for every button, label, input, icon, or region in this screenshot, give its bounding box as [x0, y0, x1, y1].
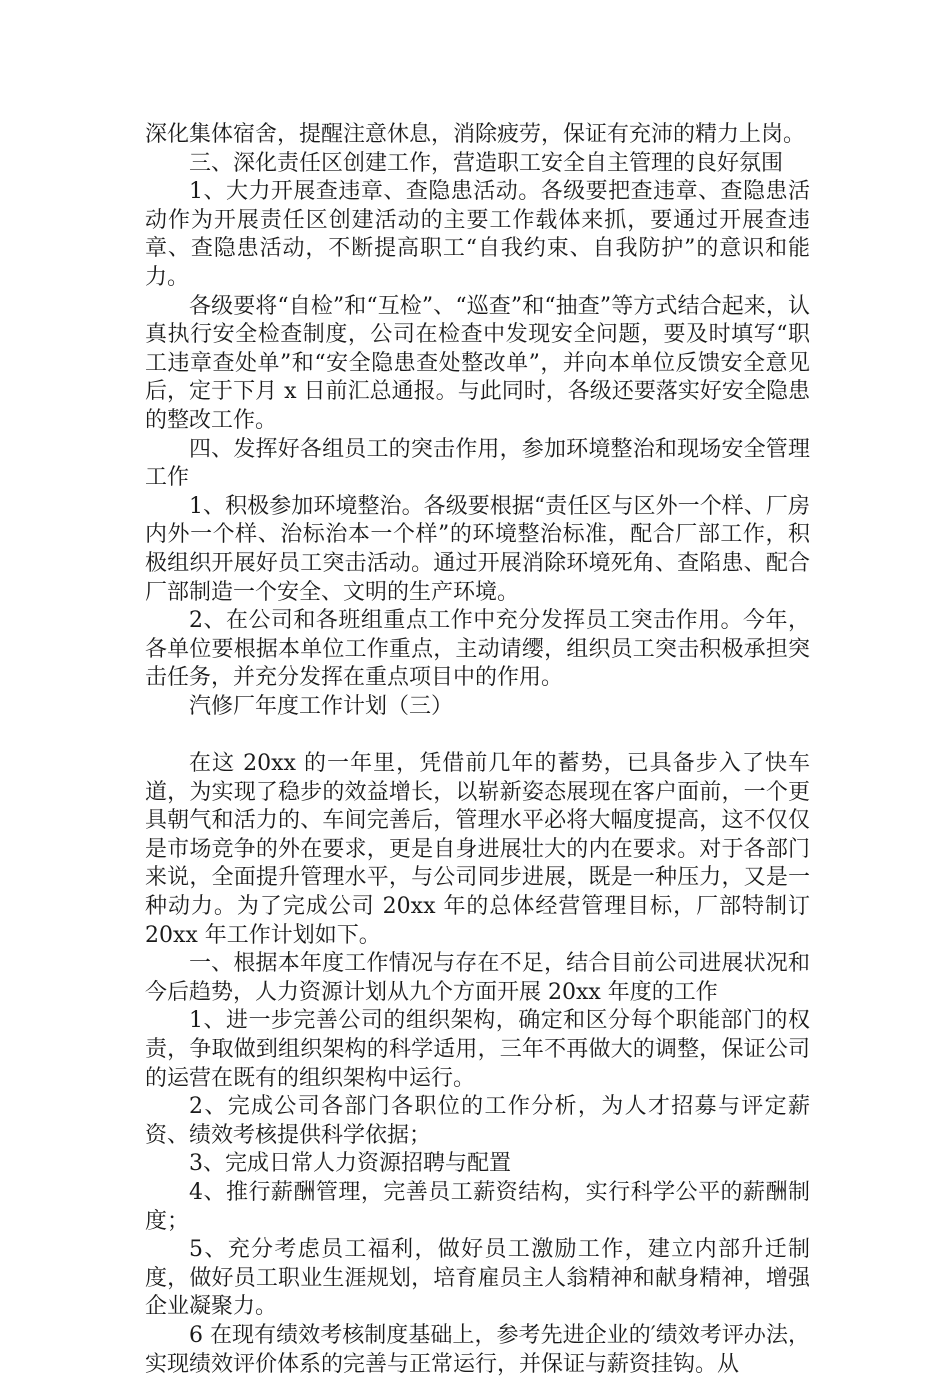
list-item: 5、充分考虑员工福利，做好员工激励工作，建立内部升迁制度，做好员工职业生涯规划，培育雇员主人翁精神和献身精神，增强企业凝聚力。: [145, 1237, 810, 1320]
section-heading-1: 一、根据本年度工作情况与存在不足，结合目前公司进展状况和今后趋势，人力资源计划从九个方面开展 20xx 年度的工作: [145, 951, 810, 1005]
list-item: 3、完成日常人力资源招聘与配置: [189, 1151, 511, 1177]
document-title: 汽修厂年度工作计划（三）: [189, 693, 454, 719]
paragraph: 2、在公司和各班组重点工作中充分发挥员工突击作用。今年，各单位要根据本单位工作重点，主动请缨，组织员工突击积极承担突击任务，并充分发挥在重点项目中的作用。: [145, 608, 810, 691]
paragraph: 各级要将“自检”和“互检”、“巡查”和“抽查”等方式结合起来，认真执行安全检查制度，公司在检查中发现安全问题，要及时填写“职工违章查处单”和“安全隐患查处整改单”，并向本单位反馈安全意见后，定于下月 x 日前汇总通报。与此同时，各级还要落实好安全隐患的整改工作。: [145, 293, 810, 433]
list-item: 4、推行薪酬管理，完善员工薪资结构，实行科学公平的薪酬制度；: [145, 1179, 810, 1234]
paragraph: 1、大力开展查违章、查隐患活动。各级要把查违章、查隐患活动作为开展责任区创建活动的主要工作载体来抓，要通过开展查违章、查隐患活动，不断提高职工“自我约束、自我防护”的意识和能力。: [145, 179, 810, 290]
list-item: 2、完成公司各部门各职位的工作分析，为人才招募与评定薪资、绩效考核提供科学依据；: [145, 1094, 810, 1148]
list-item: 6 在现有绩效考核制度基础上，参考先进企业的′绩效考评办法，实现绩效评价体系的完善与正常运行，并保证与薪资挂钩。从: [145, 1322, 810, 1377]
blank-line: [145, 721, 810, 750]
paragraph: 1、积极参加环境整治。各级要根据“责任区与区外一个样、厂房内外一个样、治标治本一个样”的环境整治标准，配合厂部工作，积极组织开展好员工突击活动。通过开展消除环境死角、查陷患、配合厂部制造一个安全、文明的生产环境。: [145, 493, 810, 605]
section-heading-3: 三、深化责任区创建工作，营造职工安全自主管理的良好氛围: [189, 150, 784, 176]
paragraph: 在这 20xx 的一年里，凭借前几年的蓄势，已具备步入了快车道，为实现了稳步的效益增长，以崭新姿态展现在客户面前，一个更具朝气和活力的、车间完善后，管理水平必将大幅度提高，这不仅仅是市场竞争的外在要求，更是自身进展壮大的内在要求。对于各部门来说，全面提升管理水平，与公司同步进展，既是一种压力，又是一种动力。为了完成公司 20xx 年的总体经营管理目标，厂部特制订 20xx 年工作计划如下。: [145, 751, 810, 948]
document-body: [145, 121, 810, 1379]
paragraph: 深化集体宿舍，提醒注意休息，消除疲劳，保证有充沛的精力上岗。: [145, 122, 806, 147]
section-heading-4: 四、发挥好各组员工的突击作用，参加环境整治和现场安全管理工作: [145, 436, 810, 491]
list-item: 1、进一步完善公司的组织架构，确定和区分每个职能部门的权责，争取做到组织架构的科学适用，三年不再做大的调整，保证公司的运营在既有的组织架构中运行。: [145, 1008, 810, 1091]
